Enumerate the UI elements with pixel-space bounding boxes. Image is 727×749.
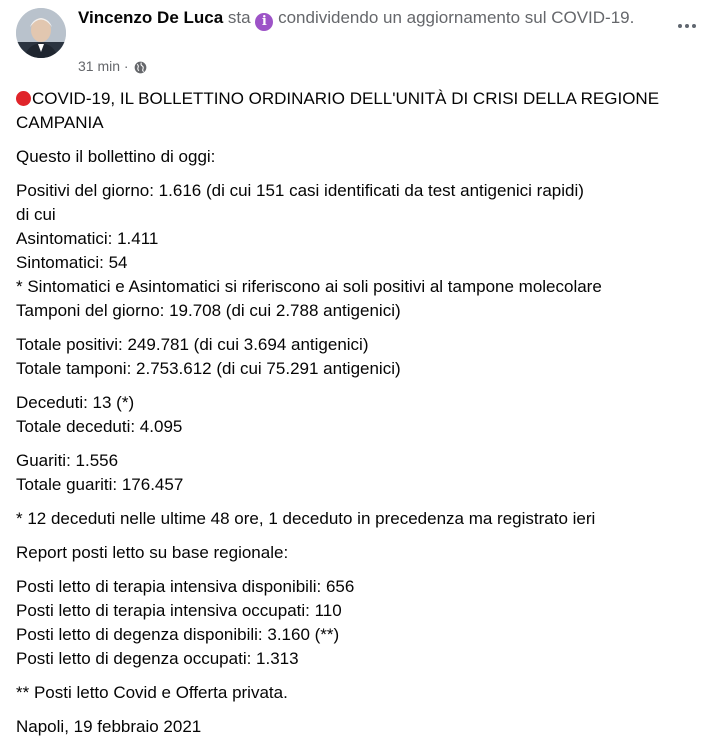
intro-line: Questo il bollettino di oggi: xyxy=(16,147,216,166)
recovered: Guariti: 1.556 Totale guariti: 176.457 xyxy=(16,451,184,494)
daily-figures: Positivi del giorno: 1.616 (di cui 151 casi identificati da test antigenici rapidi) di cui Asintomatici: 1.411 Sintomatici: 54 * Sintomatici e Asintomatici si riferiscono ai soli positivi al tampone molecolare Tamponi del giorno: 19.708 (di cui 2.788 antigenici) xyxy=(16,181,602,320)
avatar[interactable] xyxy=(16,8,66,58)
author-name[interactable]: Vincenzo De Luca xyxy=(78,8,224,27)
deaths-note: * 12 deceduti nelle ultime 48 ore, 1 deceduto in precedenza ma registrato ieri xyxy=(16,509,596,528)
red-circle-icon xyxy=(16,91,31,106)
beds-note: ** Posti letto Covid e Offerta privata. xyxy=(16,683,288,702)
activity-verb: sta xyxy=(227,8,251,27)
globe-icon[interactable] xyxy=(134,59,147,79)
activity-text: condividendo un aggiornamento sul COVID-19. xyxy=(278,8,635,27)
more-options-icon[interactable] xyxy=(678,24,696,28)
post-body xyxy=(16,87,706,749)
post-header xyxy=(78,6,668,31)
info-icon: i xyxy=(255,13,273,31)
bed-report: Posti letto di terapia intensiva disponibili: 656 Posti letto di terapia intensiva occupati: 110 Posti letto di degenza disponibili: 3.160 (**) Posti letto di degenza occupati: 1.313 xyxy=(16,577,355,668)
report-title: Report posti letto su base regionale: xyxy=(16,543,289,562)
timestamp[interactable]: 31 min xyxy=(78,58,121,74)
signature: Napoli, 19 febbraio 2021 xyxy=(16,717,202,736)
post-meta: 31 min · xyxy=(78,56,147,79)
deaths: Deceduti: 13 (*) Totale deceduti: 4.095 xyxy=(16,393,183,436)
post-title: COVID-19, IL BOLLETTINO ORDINARIO DELL'UNITÀ DI CRISI DELLA REGIONE CAMPANIA xyxy=(16,89,660,132)
totals: Totale positivi: 249.781 (di cui 3.694 antigenici) Totale tamponi: 2.753.612 (di cui 75.291 antigenici) xyxy=(16,335,401,378)
